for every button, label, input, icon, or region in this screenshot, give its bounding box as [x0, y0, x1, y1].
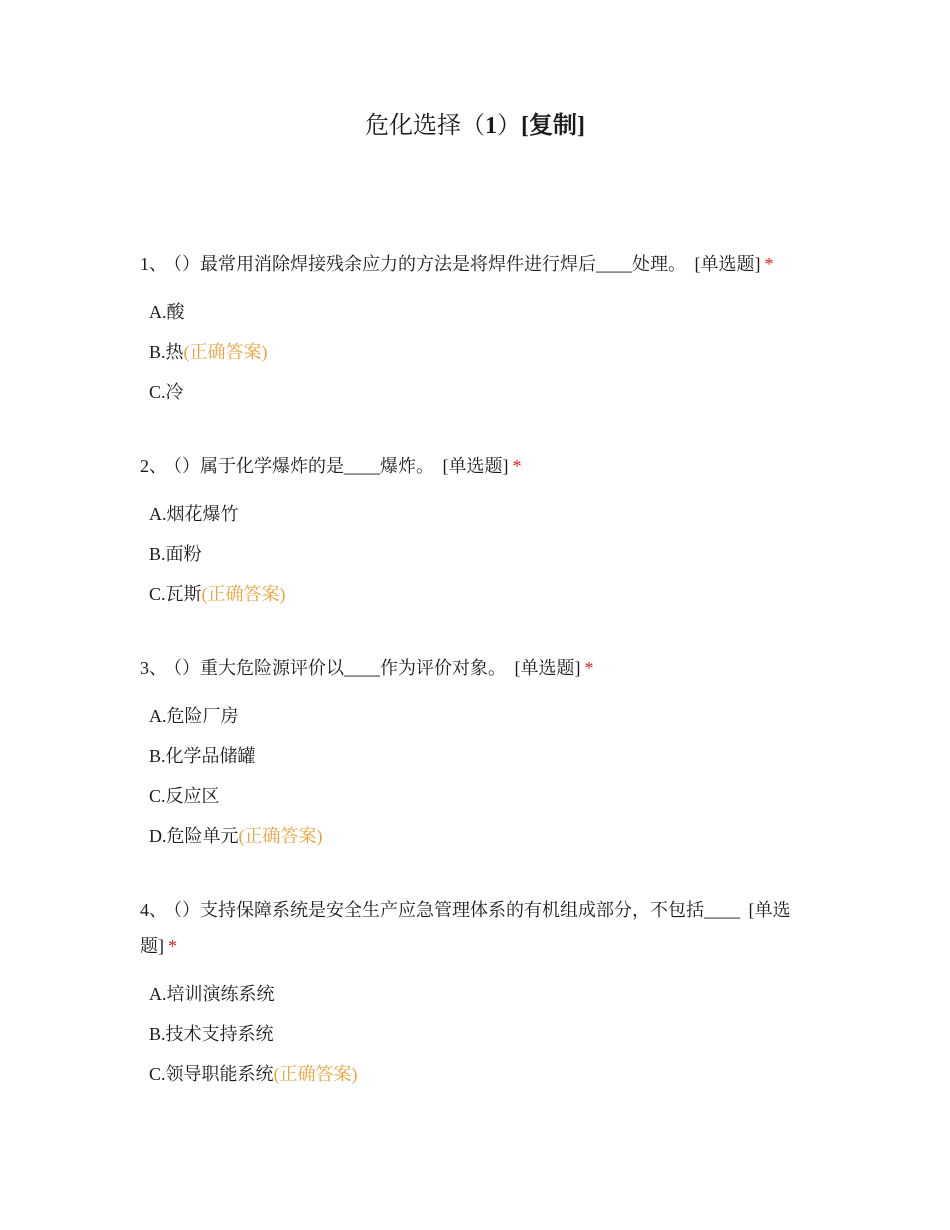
question-number: 2、	[140, 456, 167, 476]
question-type: [单选题]	[442, 456, 509, 476]
question-2	[140, 448, 810, 614]
option-label: B.热	[149, 342, 184, 362]
required-mark: *	[764, 254, 774, 274]
title-close: ）	[497, 113, 521, 139]
option-a[interactable]	[149, 292, 810, 332]
question-number: 3、	[140, 658, 167, 678]
option-label: C.冷	[149, 382, 184, 402]
correct-answer-tag: (正确答案)	[238, 826, 323, 846]
option-list	[140, 696, 810, 856]
option-a[interactable]	[149, 494, 810, 534]
option-b[interactable]	[149, 332, 810, 372]
option-label: B.技术支持系统	[149, 1024, 274, 1044]
question-4	[140, 892, 810, 1094]
option-list	[140, 494, 810, 614]
option-label: A.危险厂房	[149, 706, 239, 726]
option-c[interactable]	[149, 372, 810, 412]
question-stem	[140, 448, 810, 484]
question-3	[140, 650, 810, 856]
correct-answer-tag: (正确答案)	[201, 584, 286, 604]
title-number: 1	[485, 113, 497, 139]
option-label: C.领导职能系统	[149, 1064, 274, 1084]
question-type: [单选题]	[694, 254, 761, 274]
option-d[interactable]	[149, 816, 810, 856]
page-title	[0, 110, 950, 142]
question-number: 1、	[140, 254, 167, 274]
required-mark: *	[512, 456, 522, 476]
option-c[interactable]	[149, 1054, 810, 1094]
option-list	[140, 974, 810, 1094]
option-label: A.培训演练系统	[149, 984, 275, 1004]
question-stem	[140, 892, 810, 964]
option-list	[140, 292, 810, 412]
question-text: （）属于化学爆炸的是____爆炸。	[173, 456, 434, 476]
option-a[interactable]	[149, 696, 810, 736]
option-label: A.酸	[149, 302, 185, 322]
option-b[interactable]	[149, 736, 810, 776]
question-type: [单选题]	[140, 900, 791, 956]
option-label: D.危险单元	[149, 826, 239, 846]
question-stem	[140, 650, 810, 686]
question-stem	[140, 246, 810, 282]
option-a[interactable]	[149, 974, 810, 1014]
option-label: B.化学品储罐	[149, 746, 256, 766]
correct-answer-tag: (正确答案)	[273, 1064, 358, 1084]
option-label: A.烟花爆竹	[149, 504, 239, 524]
correct-answer-tag: (正确答案)	[183, 342, 268, 362]
question-number: 4、	[140, 900, 167, 920]
question-text: （）支持保障系统是安全生产应急管理体系的有机组成部分，不包括____	[173, 900, 740, 920]
option-label: C.反应区	[149, 786, 220, 806]
question-text: （）重大危险源评价以____作为评价对象。	[173, 658, 506, 678]
option-c[interactable]	[149, 776, 810, 816]
option-b[interactable]	[149, 534, 810, 574]
required-mark: *	[584, 658, 594, 678]
option-b[interactable]	[149, 1014, 810, 1054]
question-type: [单选题]	[514, 658, 581, 678]
required-mark: *	[168, 936, 177, 956]
option-label: B.面粉	[149, 544, 202, 564]
title-main: 危化选择（	[365, 113, 485, 139]
option-c[interactable]	[149, 574, 810, 614]
question-text: （）最常用消除焊接残余应力的方法是将焊件进行焊后____处理。	[173, 254, 686, 274]
option-label: C.瓦斯	[149, 584, 202, 604]
title-copy-tag: [复制]	[521, 113, 585, 139]
question-1	[140, 246, 810, 412]
